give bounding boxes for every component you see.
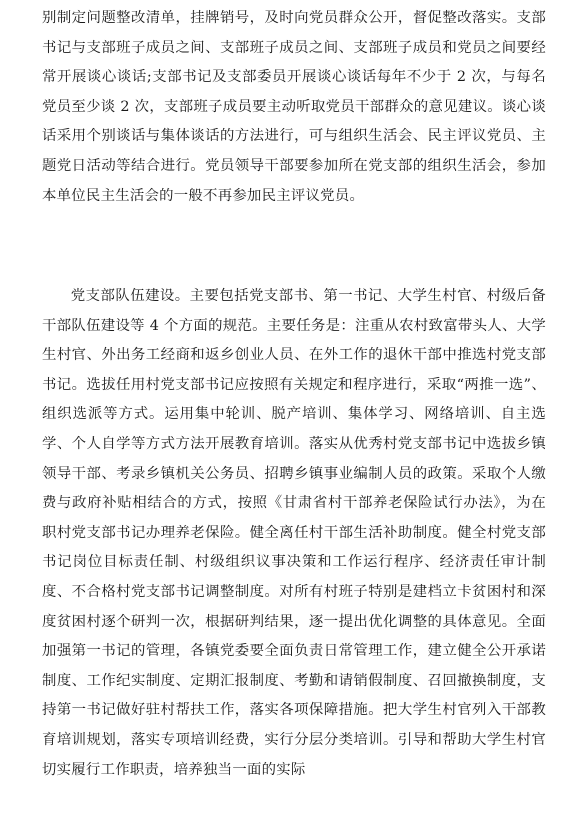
- paragraph-branch-team-building: 党支部队伍建设。主要包括党支部书、第一书记、大学生村官、村级后备干部队伍建设等 4 个方面的规范。主要任务是：注重从农村致富带头人、大学生村官、外出务工经商和返乡创业人员、在外工作的退休干部中推选村党支部书记。选拔任用村党支部书记应按照有关规定和程序进行，采取“两推一选”、组织选派等方式。运用集中轮训、脱产培训、集体学习、网络培训、自主选学、个人自学等方式方法开展教育培训。落实从优秀村党支部书记中选拔乡镇领导干部、考录乡镇机关公务员、招聘乡镇事业编制人员的政策。采取个人缴费与政府补贴相结合的方式，按照《甘肃省村干部养老保险试行办法》，为在职村党支部书记办理养老保险。健全离任村干部生活补助制度。健全村党支部书记岗位目标责任制、村级组织议事决策和工作运行程序、经济责任审计制度、不合格村党支部书记调整制度。对所有村班子特别是建档立卡贫困村和深度贫困村逐个研判一次，根据研判结果，逐一提出优化调整的具体意见。全面加强第一书记的管理，各镇党委要全面负责日常管理工作，建立健全公开承诺制度、工作纪实制度、定期汇报制度、考勤和请销假制度、召回撤换制度，支持第一书记做好驻村帮扶工作，落实各项保障措施。把大学生村官列入干部教育培训规划，落实专项培训经费，实行分层分类培训。引导和帮助大学生村官切实履行工作职责，培养独当一面的实际: [42, 288, 546, 778]
- paragraph-rectification-and-talks: 别制定问题整改清单，挂牌销号，及时向党员群众公开，督促整改落实。支部书记与支部班子成员之间、支部班子成员之间、支部班子成员和党员之间要经常开展谈心谈话;支部书记及支部委员开展谈心谈话每年不少于 2 次，与每名党员至少谈 2 次，支部班子成员要主动听取党员干部群众的意见建议。谈心谈话采用个别谈话与集体谈话的方法进行，可与组织生活会、民主评议党员、主题党日活动等结合进行。党员领导干部要参加所在党支部的组织生活会，参加本单位民主生活会的一般不再参加民主评议党员。: [42, 10, 546, 204]
